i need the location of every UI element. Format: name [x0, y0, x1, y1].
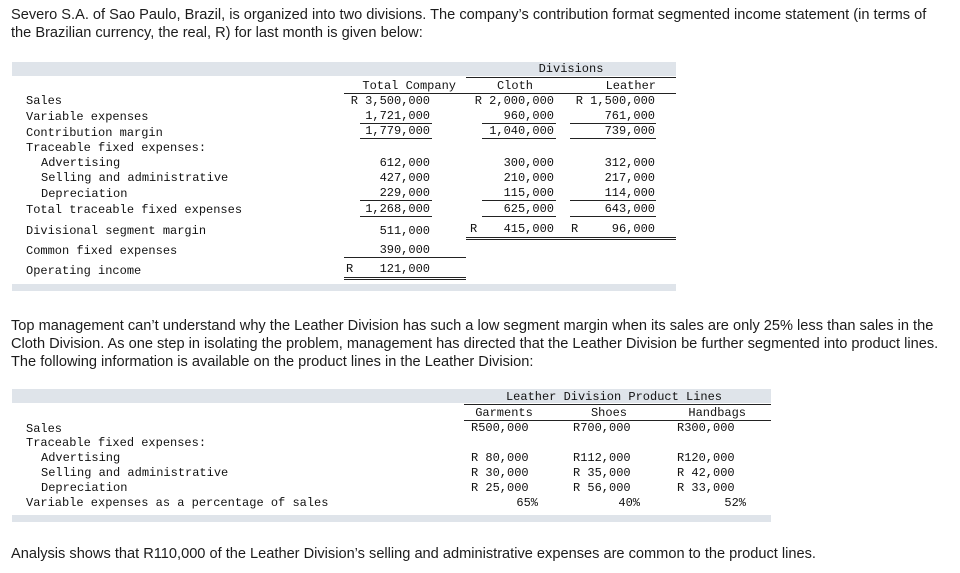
- col-total-company: Total Company: [362, 79, 456, 93]
- row-label-variable-expenses: Variable expenses: [26, 110, 149, 124]
- handbags-sales: R300,000: [677, 421, 735, 435]
- total-advertising: 612,000: [379, 156, 430, 170]
- t2-label-advertising: Advertising: [41, 451, 121, 465]
- leather-total-traceable: 643,000: [604, 202, 655, 216]
- t2-label-variable-pct: Variable expenses as a percentage of sales: [26, 496, 329, 510]
- cloth-sales: R 2,000,000: [474, 94, 554, 108]
- table-footer-band: [12, 284, 676, 291]
- leather-advertising: 312,000: [604, 156, 655, 170]
- shoes-selling-admin: R 35,000: [573, 466, 631, 480]
- row-label-traceable-fixed: Traceable fixed expenses:: [26, 141, 207, 155]
- cloth-contribution-margin: 1,040,000: [489, 124, 554, 138]
- total-depreciation: 229,000: [379, 186, 430, 200]
- shoes-depreciation: R 56,000: [573, 481, 631, 495]
- outro-paragraph: Analysis shows that R110,000 of the Leather Division’s selling and administrative expenses are common to the product lines.: [11, 546, 816, 562]
- row-label-selling-admin: Selling and administrative: [41, 171, 229, 185]
- handbags-depreciation: R 33,000: [677, 481, 735, 495]
- leather-depreciation: 114,000: [604, 186, 655, 200]
- middle-paragraph: Top management can’t understand why the Leather Division has such a low segment margin when its sales are only 25% less than sales in the Cloth Division. As one step in isolating the problem, management has directed that the Leather Division be further segmented into product lines. The following information is available on the product lines in the Leather Division:: [11, 318, 939, 370]
- total-common-fixed: 390,000: [379, 243, 430, 257]
- total-contribution-margin: 1,779,000: [365, 124, 430, 138]
- shoes-sales: R700,000: [573, 421, 631, 435]
- col-shoes: Shoes: [590, 406, 627, 420]
- garments-sales: R500,000: [471, 421, 529, 435]
- t2-label-depreciation: Depreciation: [41, 481, 128, 495]
- col-handbags: Handbags: [688, 406, 746, 420]
- garments-variable-pct: 65%: [516, 496, 538, 510]
- row-label-depreciation: Depreciation: [41, 187, 128, 201]
- row-label-common-fixed: Common fixed expenses: [26, 244, 178, 258]
- leather-contribution-margin: 739,000: [604, 124, 655, 138]
- garments-selling-admin: R 30,000: [471, 466, 529, 480]
- total-operating-income: 121,000: [379, 262, 430, 276]
- total-total-traceable: 1,268,000: [365, 202, 430, 216]
- garments-advertising: R 80,000: [471, 451, 529, 465]
- garments-depreciation: R 25,000: [471, 481, 529, 495]
- leather-selling-admin: 217,000: [604, 171, 655, 185]
- leather-segment-margin-prefix: R: [571, 222, 579, 236]
- col-leather: Leather: [605, 79, 656, 93]
- total-variable-expenses: 1,721,000: [365, 109, 430, 123]
- total-operating-income-prefix: R: [346, 262, 354, 276]
- col-garments: Garments: [475, 406, 533, 420]
- cloth-total-traceable: 625,000: [503, 202, 554, 216]
- leather-segment-margin: 96,000: [611, 222, 655, 236]
- table2-footer-band: [12, 515, 771, 522]
- product-lines-title: Leather Division Product Lines: [505, 390, 723, 404]
- leather-variable-expenses: 761,000: [604, 109, 655, 123]
- leather-sales: R 1,500,000: [575, 94, 655, 108]
- cloth-advertising: 300,000: [503, 156, 554, 170]
- row-label-advertising: Advertising: [41, 156, 121, 170]
- divisions-header: Divisions: [538, 62, 604, 76]
- row-label-divisional-segment-margin: Divisional segment margin: [26, 224, 207, 238]
- row-label-contribution-margin: Contribution margin: [26, 126, 163, 140]
- row-label-operating-income: Operating income: [26, 264, 142, 278]
- handbags-selling-admin: R 42,000: [677, 466, 735, 480]
- handbags-variable-pct: 52%: [724, 496, 746, 510]
- shoes-variable-pct: 40%: [618, 496, 640, 510]
- total-sales: R 3,500,000: [350, 94, 430, 108]
- row-label-sales: Sales: [26, 94, 63, 108]
- cloth-depreciation: 115,000: [503, 186, 554, 200]
- intro-paragraph: Severo S.A. of Sao Paulo, Brazil, is organized into two divisions. The company’s contribution format segmented income statement (in terms of the Brazilian currency, the real, R) for last month is given below:: [11, 7, 927, 41]
- col-cloth: Cloth: [496, 79, 533, 93]
- total-segment-margin: 511,000: [379, 224, 430, 238]
- cloth-variable-expenses: 960,000: [503, 109, 554, 123]
- cloth-segment-margin: 415,000: [503, 222, 554, 236]
- row-label-total-traceable: Total traceable fixed expenses: [26, 203, 243, 217]
- t2-label-sales: Sales: [26, 422, 63, 436]
- t2-label-traceable-fixed: Traceable fixed expenses:: [26, 436, 207, 450]
- t2-label-selling-admin: Selling and administrative: [41, 466, 229, 480]
- shoes-advertising: R112,000: [573, 451, 631, 465]
- handbags-advertising: R120,000: [677, 451, 735, 465]
- total-selling-admin: 427,000: [379, 171, 430, 185]
- cloth-selling-admin: 210,000: [503, 171, 554, 185]
- cloth-segment-margin-prefix: R: [470, 222, 478, 236]
